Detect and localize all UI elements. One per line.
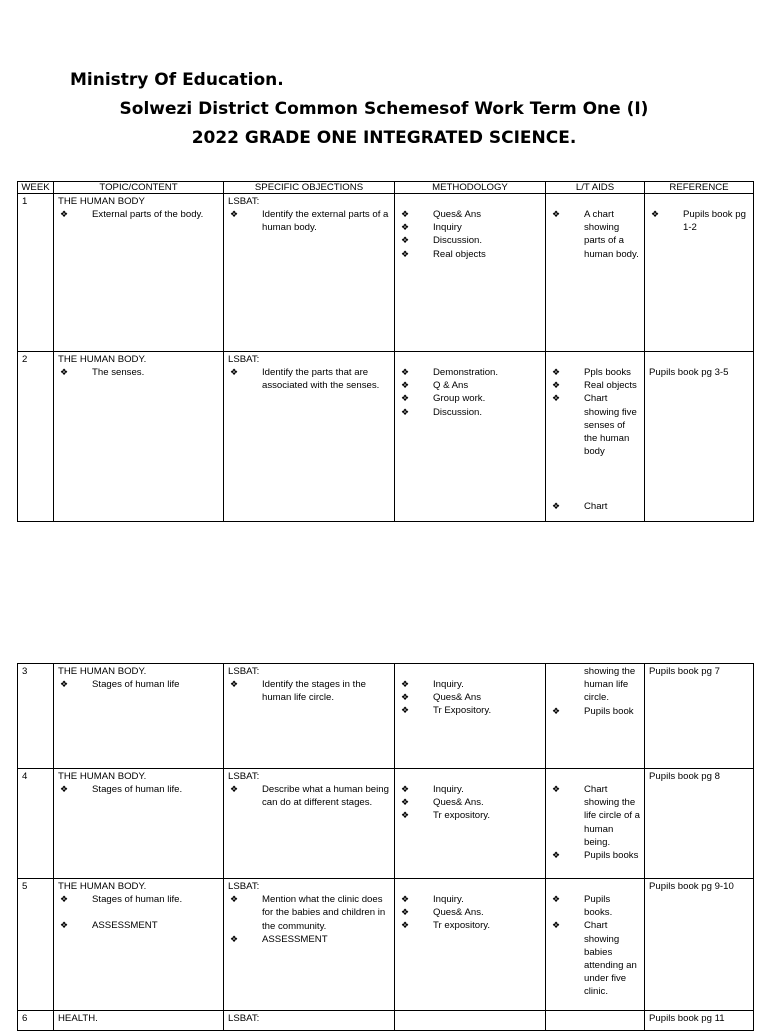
objective-item: ASSESSMENT [262,933,328,945]
aids-cell [546,1011,645,1031]
aid-item: Ppls books [584,367,631,378]
topic-cell [54,352,224,522]
methodology-item: Tr expository. [433,810,491,822]
table-row [18,1011,754,1031]
reference-cell [645,769,754,879]
table-row [18,664,754,769]
week-cell: 1 [18,194,54,352]
methodology-item: Inquiry. [433,679,464,690]
reference-cell [645,879,754,1011]
col-header-reference: REFERENCE [645,182,754,194]
grade-subject-heading: 2022 GRADE ONE INTEGRATED SCIENCE. [191,128,577,148]
lsbat-label: LSBAT: [228,881,260,892]
col-header-objectives: SPECIFIC OBJECTIONS [224,182,395,194]
week-cell: 6 [18,1011,54,1031]
topic-title: THE HUMAN BODY. [58,354,147,365]
topic-cell [54,664,224,769]
methodology-item: Inquiry. [433,894,464,905]
methodology-cell [395,664,546,769]
objectives-cell [224,1011,395,1031]
topic-cell [54,194,224,352]
bullet-icon: ❖ [552,380,561,391]
bullet-icon: ❖ [230,933,239,944]
objectives-cell [224,352,395,522]
bullet-icon: ❖ [401,920,410,931]
bullet-icon: ❖ [230,209,239,220]
bullet-icon: ❖ [401,235,410,246]
methodology-item: Ques& Ans. [433,797,484,809]
methodology-cell [395,879,546,1011]
week-cell: 2 [18,352,54,522]
objective-item: Identify the parts that are associated with the senses. [262,367,380,392]
bullet-icon: ❖ [552,920,561,931]
aid-item: A chart showing parts of a human body. [584,209,639,260]
aids-cell [546,352,645,522]
table-row [18,879,754,1011]
bullet-icon: ❖ [401,380,410,391]
objectives-cell [224,194,395,352]
bullet-icon: ❖ [230,367,239,378]
aid-item: Chart showing five senses of the human body [584,393,637,458]
methodology-item: Inquiry [433,222,462,234]
col-header-topic: TOPIC/CONTENT [54,182,224,194]
bullet-icon: ❖ [401,209,410,219]
methodology-item: Tr Expository. [433,705,492,717]
aids-cell [546,879,645,1011]
methodology-cell [395,1011,546,1031]
bullet-icon: ❖ [552,393,561,404]
objectives-cell [224,879,395,1011]
bullet-icon: ❖ [401,692,410,703]
aid-item: Chart [584,501,608,513]
lsbat-label: LSBAT: [228,771,260,782]
week-cell: 4 [18,769,54,879]
topic-cell [54,769,224,879]
methodology-item: Ques& Ans [433,209,481,220]
reference-text: Pupils book pg 7 [649,666,720,677]
methodology-item: Group work. [433,393,486,405]
bullet-icon: ❖ [401,222,410,233]
objective-item: Mention what the clinic does for the babies and children in the community. [262,894,386,932]
bullet-icon: ❖ [401,810,410,821]
topic-cell [54,1011,224,1031]
bullet-icon: ❖ [552,705,561,716]
bullet-icon: ❖ [401,406,410,417]
bullet-icon: ❖ [230,679,239,690]
bullet-icon: ❖ [401,784,410,794]
aid-item: Real objects [584,380,637,392]
bullet-icon: ❖ [230,784,239,795]
reference-text: Pupils book pg 8 [649,771,720,782]
bullet-icon: ❖ [401,797,410,808]
lsbat-label: LSBAT: [228,666,260,677]
district-scheme-heading: Solwezi District Common Schemesof Work Term One (I) [119,99,649,119]
table-header-row [18,182,754,194]
bullet-icon: ❖ [552,784,561,794]
reference-cell [645,664,754,769]
topic-item: ASSESSMENT [92,920,158,932]
week-cell: 5 [18,879,54,1011]
ministry-heading: Ministry Of Education. [70,70,284,90]
col-header-aids: L/T AIDS [546,182,645,194]
aids-cell [546,194,645,352]
bullet-icon: ❖ [60,679,69,690]
objective-item: Identify the stages in the human life circle. [262,679,366,704]
methodology-item: Ques& Ans. [433,907,484,919]
bullet-icon: ❖ [401,679,410,689]
scheme-table-page-2 [17,663,754,1011]
col-header-methodology: METHODOLOGY [395,182,546,194]
methodology-item: Discussion. [433,406,483,418]
reference-cell [645,352,754,522]
aid-item: Pupils books. [584,894,613,919]
bullet-icon: ❖ [401,393,410,404]
bullet-icon: ❖ [60,920,69,931]
table-row [18,194,754,352]
bullet-icon: ❖ [60,894,69,905]
objectives-cell [224,769,395,879]
methodology-item: Q & Ans [433,380,469,392]
bullet-icon: ❖ [401,705,410,716]
methodology-item: Inquiry. [433,784,464,795]
reference-text: Pupils book pg 11 [649,1013,725,1024]
methodology-cell [395,769,546,879]
topic-item: External parts of the body. [92,209,204,221]
reference-text: Pupils book pg 3-5 [649,367,729,378]
bullet-icon: ❖ [401,248,410,259]
methodology-cell [395,194,546,352]
reference-cell [645,1011,754,1031]
aids-cell [546,664,645,769]
bullet-icon: ❖ [552,209,561,219]
scheme-table-continued [17,1010,754,1031]
topic-title: THE HUMAN BODY. [58,666,147,677]
week-cell: 3 [18,664,54,769]
topic-title: THE HUMAN BODY [58,196,145,207]
bullet-icon: ❖ [651,209,660,219]
topic-title: HEALTH. [58,1013,98,1024]
reference-item: Pupils book pg 1-2 [683,209,746,234]
methodology-item: Discussion. [433,235,483,247]
aid-item: Pupils book [584,705,634,717]
aid-item: Chart showing the life circle of a human being. [584,784,640,848]
lsbat-label: LSBAT: [228,354,260,365]
aid-continued-text: showing the human life circle. [584,666,636,704]
methodology-item: Real objects [433,248,486,260]
bullet-icon: ❖ [401,907,410,918]
bullet-icon: ❖ [401,367,410,377]
topic-item: The senses. [92,367,145,379]
methodology-cell [395,352,546,522]
bullet-icon: ❖ [552,367,561,377]
bullet-icon: ❖ [552,850,561,861]
bullet-icon: ❖ [230,894,239,905]
bullet-icon: ❖ [401,894,410,904]
aid-item: Chart showing babies attending an under five clinic. [584,920,637,998]
methodology-item: Demonstration. [433,367,499,378]
bullet-icon: ❖ [552,501,561,512]
bullet-icon: ❖ [60,209,69,220]
topic-item: Stages of human life. [92,894,183,906]
aid-item: Pupils books [584,850,639,862]
topic-title: THE HUMAN BODY. [58,771,147,782]
bullet-icon: ❖ [552,894,561,904]
bullet-icon: ❖ [60,784,69,795]
topic-cell [54,879,224,1011]
table-row [18,769,754,879]
methodology-item: Tr expository. [433,920,491,932]
aids-cell [546,769,645,879]
table-row [18,352,754,522]
reference-text: Pupils book pg 9-10 [649,881,734,892]
objectives-cell [224,664,395,769]
lsbat-label: LSBAT: [228,196,260,207]
col-header-week: WEEK [18,182,54,194]
objective-item: Describe what a human being can do at different stages. [262,784,389,809]
topic-title: THE HUMAN BODY. [58,881,147,892]
lsbat-label: LSBAT: [228,1013,260,1024]
topic-item: Stages of human life. [92,784,183,796]
topic-item: Stages of human life [92,679,180,691]
objective-item: Identify the external parts of a human body. [262,209,389,234]
methodology-item: Ques& Ans [433,692,481,704]
bullet-icon: ❖ [60,367,69,378]
reference-cell [645,194,754,352]
scheme-table-page-1 [17,181,754,522]
